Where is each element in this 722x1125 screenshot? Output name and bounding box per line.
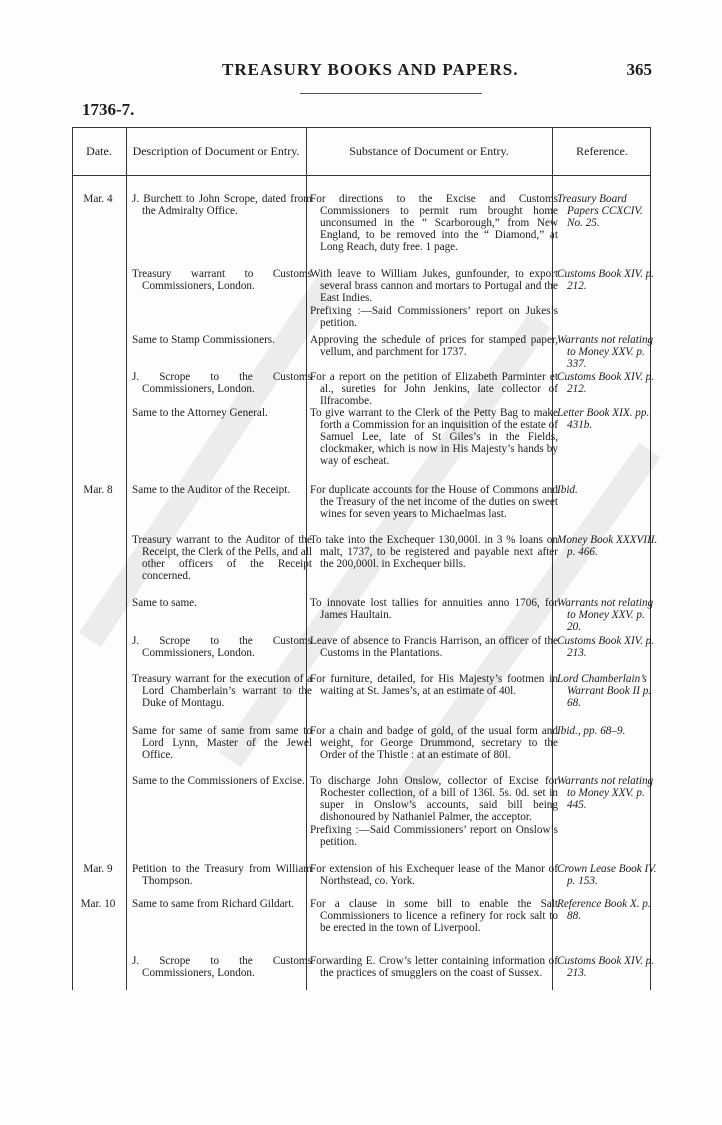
- entry-description: J. Scrope to the Customs Commissioners, London.: [132, 955, 312, 979]
- entry-reference: Warrants not relating to Money XXV. p. 337.: [557, 334, 654, 370]
- entry-substance-block: [310, 775, 558, 848]
- entry-description: Same for same of same from same to Lord Lynn, Master of the Jewel Office.: [132, 725, 312, 761]
- entry-reference: Treasury Board Papers CCXCIV. No. 25.: [557, 193, 643, 229]
- header-divider: [72, 175, 651, 176]
- entry-description: Same to the Attorney General.: [132, 407, 268, 419]
- entry-reference: Customs Book XIV. p. 212.: [557, 371, 655, 395]
- table-border-right: [650, 127, 651, 990]
- entry-date: Mar. 10: [80, 898, 116, 910]
- entry-reference: Customs Book XIV. p. 212.: [557, 268, 655, 292]
- entry-date: Mar. 8: [83, 484, 113, 496]
- entry-reference: Customs Book XIV. p. 213.: [557, 955, 655, 979]
- entry-substance: For a report on the petition of Elizabeth Parminter et al., sureties for John Jenkins, late collector of Ilfracombe.: [310, 371, 558, 407]
- header-date: Date.: [86, 143, 112, 158]
- entry-substance: Leave of absence to Francis Harrison, an officer of the Customs in the Plantations.: [310, 635, 558, 659]
- entry-description: Treasury warrant to Customs Commissioners, London.: [132, 268, 312, 292]
- entry-reference: Customs Book XIV. p. 213.: [557, 635, 655, 659]
- entry-substance-note: Prefixing :—Said Commissioners’ report on Onslow’s petition.: [310, 824, 558, 848]
- entry-substance: For furniture, detailed, for His Majesty’s footmen in waiting at St. James’s, at an estimate of 40l.: [310, 673, 558, 697]
- entry-substance-block: [310, 268, 558, 329]
- header-description: Description of Document or Entry.: [132, 143, 300, 158]
- page-number: 365: [626, 60, 652, 79]
- page-header: [0, 60, 722, 82]
- entry-date: Mar. 4: [83, 193, 113, 205]
- column-divider: [126, 127, 127, 990]
- entry-reference: Warrants not relating to Money XXV. p. 20.: [557, 597, 654, 633]
- entry-substance: Forwarding E. Crow’s letter containing information of the practices of smugglers on the coast of Sussex.: [310, 955, 558, 979]
- entry-reference: Ibid.: [557, 484, 578, 496]
- entry-substance: To give warrant to the Clerk of the Petty Bag to make forth a Commission for an inquisition of the estate of Samuel Lee, late of St Giles’s in the Fields, clockmaker, which is now in His Majesty’s hands by way of escheat.: [310, 407, 558, 467]
- entry-date: Mar. 9: [83, 863, 113, 875]
- entry-substance: To discharge John Onslow, collector of Excise for Rochester collection, of a bill of 136l. 5s. 0d. set in super in Onslow’s accounts, said bill being dishonoured by Nathaniel Palmer, the acceptor.: [310, 775, 558, 823]
- entry-description: Same to the Commissioners of Excise.: [132, 775, 305, 787]
- entry-description: Same to same from Richard Gildart.: [132, 898, 295, 910]
- entry-description: Petition to the Treasury from William Thompson.: [132, 863, 312, 887]
- entry-reference: Lord Chamberlain’s Warrant Book II p. 68.: [557, 673, 652, 709]
- entry-substance: For directions to the Excise and Customs Commissioners to permit rum brought home unconsumed in the “ Scarborough,” from New England, to be removed into the “ Diamond,” at Long Reach, duty free. 1 page.: [310, 193, 558, 253]
- header-reference: Reference.: [576, 143, 628, 158]
- entry-reference: Crown Lease Book IV. p. 153.: [557, 863, 657, 887]
- entry-substance: For a clause in some bill to enable the Salt Commissioners to licence a refinery for rock salt to be erected in the town of Liverpool.: [310, 898, 558, 934]
- records-table: [72, 127, 658, 990]
- entry-substance: For duplicate accounts for the House of Commons and the Treasury of the net income of the duties on sweet wines for seven years to Michaelmas last.: [310, 484, 558, 520]
- entry-description: J. Scrope to the Customs Commissioners, London.: [132, 635, 312, 659]
- entry-reference: Warrants not relating to Money XXV. p. 445.: [557, 775, 654, 811]
- entry-description: Treasury warrant for the execution of a Lord Chamberlain’s warrant to the Duke of Montagu.: [132, 673, 312, 709]
- entry-description: Same to same.: [132, 597, 197, 609]
- entry-description: J. Scrope to the Customs Commissioners, London.: [132, 371, 312, 395]
- header-rule: [300, 93, 482, 94]
- entry-substance: To innovate lost tallies for annuities anno 1706, for James Haultain.: [310, 597, 558, 621]
- entry-description: Same to Stamp Commissioners.: [132, 334, 275, 346]
- year-heading: 1736-7.: [82, 100, 135, 119]
- entry-substance-note: Prefixing :—Said Commissioners’ report on Jukes’s petition.: [310, 305, 558, 329]
- table-border-left: [72, 127, 73, 990]
- entry-reference: Ibid., pp. 68–9.: [557, 725, 626, 737]
- entry-description: J. Burchett to John Scrope, dated from the Admiralty Office.: [132, 193, 312, 217]
- entry-substance: Approving the schedule of prices for stamped paper, vellum, and parchment for 1737.: [310, 334, 558, 358]
- entry-reference: Letter Book XIX. pp. 431b.: [557, 407, 650, 431]
- entry-description: Same to the Auditor of the Receipt.: [132, 484, 291, 496]
- entry-description: Treasury warrant to the Auditor of the Receipt, the Clerk of the Pells, and all other officers of the Receipt concerned.: [132, 534, 312, 582]
- running-title: TREASURY BOOKS AND PAPERS.: [222, 60, 519, 79]
- header-substance: Substance of Document or Entry.: [349, 143, 509, 158]
- entry-reference: Money Book XXXVIII. p. 466.: [557, 534, 658, 558]
- entry-reference: Reference Book X. p. 88.: [557, 898, 651, 922]
- entry-substance: To take into the Exchequer 130,000l. in 3 % loans on malt, 1737, to be registered and payable next after the 200,000l. in Exchequer bills.: [310, 534, 558, 570]
- entry-substance: For a chain and badge of gold, of the usual form and weight, for George Drummond, secretary to the Order of the Thistle : at an estimate of 80l.: [310, 725, 558, 761]
- entry-substance: For extension of his Exchequer lease of the Manor of Northstead, co. York.: [310, 863, 558, 887]
- entry-substance: With leave to William Jukes, gunfounder, to export several brass cannon and mortars to Portugal and the East Indies.: [310, 268, 558, 304]
